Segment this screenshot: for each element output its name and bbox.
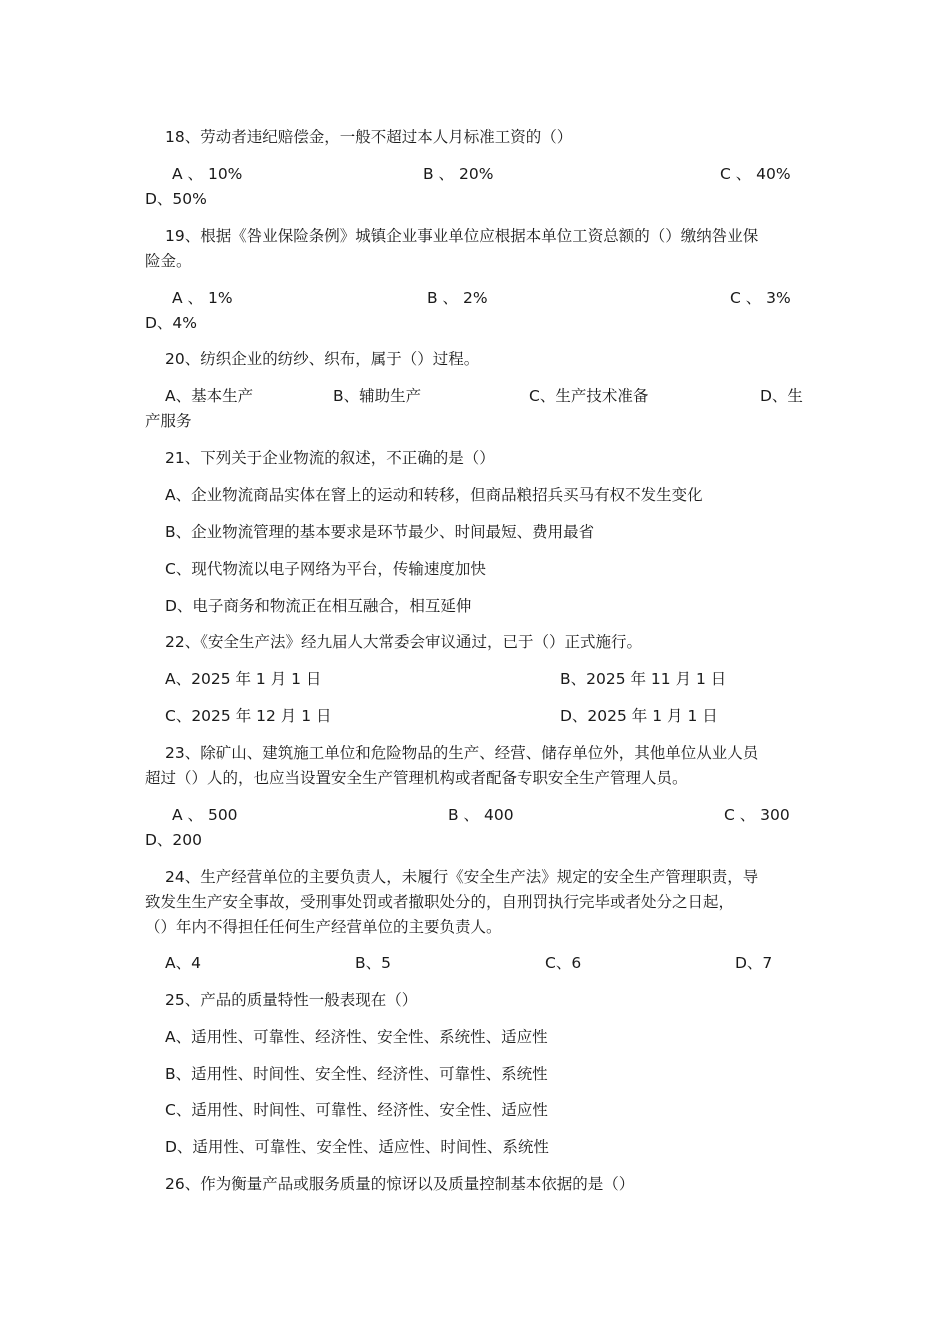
- q23-option-b: B 、 400: [448, 806, 514, 824]
- q19-option-a: A 、 1%: [172, 289, 233, 307]
- q20-option-c: C、生产技术准备: [529, 387, 649, 405]
- question-19-text-line2: 险金。: [145, 252, 192, 270]
- q24-option-b: B、5: [355, 954, 391, 972]
- q25-option-a: A、适用性、可靠性、经济性、安全性、系统性、适应性: [165, 1028, 548, 1046]
- q23-option-d: D、200: [145, 831, 203, 849]
- q22-option-d: D、2025 年 1 月 1 日: [560, 707, 718, 725]
- q19-option-c: C 、 3%: [730, 289, 791, 307]
- question-19-text-line1: 19、根据《咎业保险条例》城镇企业事业单位应根据本单位工资总额的（）缴纳咎业保: [165, 227, 759, 245]
- question-24-text-line3: （）年内不得担任任何生产经营单位的主要负责人。: [145, 918, 502, 936]
- question-24-text-line1: 24、生产经营单位的主要负责人，未履行《安全生产法》规定的安全生产管理职责，导: [165, 868, 759, 886]
- q20-option-b: B、辅助生产: [333, 387, 422, 405]
- question-22-text: 22、《安全生产法》经九届人大常委会审议通过，已于（）正式施行。: [165, 633, 642, 651]
- question-24-text-line2: 致发生生产安全事故，受刑事处罚或者撤职处分的，自刑罚执行完毕或者处分之日起，: [145, 893, 735, 911]
- q19-option-d: D、4%: [145, 314, 198, 332]
- q22-option-b: B、2025 年 11 月 1 日: [560, 670, 727, 688]
- q24-option-a: A、4: [165, 954, 201, 972]
- q21-option-d: D、电子商务和物流正在相互融合，相互延伸: [165, 597, 472, 615]
- q25-option-d: D、适用性、可靠性、安全性、适应性、时间性、系统性: [165, 1138, 549, 1156]
- q25-option-c: C、适用性、时间性、可靠性、经济性、安全性、适应性: [165, 1101, 548, 1119]
- q20-option-d-part1: D、生: [760, 387, 803, 405]
- q19-option-b: B 、 2%: [427, 289, 488, 307]
- q18-option-a: A 、 10%: [172, 165, 243, 183]
- q20-option-d-part2: 产服务: [145, 412, 192, 430]
- question-26-text: 26、作为衡量产品或服务质量的惊讶以及质量控制基本依据的是（）: [165, 1175, 635, 1193]
- q18-option-b: B 、 20%: [423, 165, 494, 183]
- question-23-text-line1: 23、除矿山、建筑施工单位和危险物品的生产、经营、储存单位外，其他单位从业人员: [165, 744, 759, 762]
- q18-option-c: C 、 40%: [720, 165, 791, 183]
- q22-option-a: A、2025 年 1 月 1 日: [165, 670, 322, 688]
- q22-option-c: C、2025 年 12 月 1 日: [165, 707, 332, 725]
- question-20-text: 20、纺织企业的纺纱、织布，属于（）过程。: [165, 350, 480, 368]
- q21-option-c: C、现代物流以电子网络为平台，传输速度加快: [165, 560, 486, 578]
- question-23-text-line2: 超过（）人的，也应当设置安全生产管理机构或者配备专职安全生产管理人员。: [145, 769, 688, 787]
- q23-option-c: C 、 300: [724, 806, 790, 824]
- q24-option-d: D、7: [735, 954, 773, 972]
- q23-option-a: A 、 500: [172, 806, 238, 824]
- q21-option-b: B、企业物流管理的基本要求是环节最少、时间最短、费用最省: [165, 523, 595, 541]
- question-18-text: 18、劳动者违纪赔偿金，一般不超过本人月标准工资的（）: [165, 128, 573, 146]
- q24-option-c: C、6: [545, 954, 582, 972]
- q21-option-a: A、企业物流商品实体在窨上的运动和转移，但商品粮招兵买马有权不发生变化: [165, 486, 703, 504]
- question-21-text: 21、下列关于企业物流的叙述，不正确的是（）: [165, 449, 495, 467]
- q25-option-b: B、适用性、时间性、安全性、经济性、可靠性、系统性: [165, 1065, 548, 1083]
- q20-option-a: A、基本生产: [165, 387, 254, 405]
- q18-option-d: D、50%: [145, 190, 207, 208]
- question-25-text: 25、产品的质量特性一般表现在（）: [165, 991, 418, 1009]
